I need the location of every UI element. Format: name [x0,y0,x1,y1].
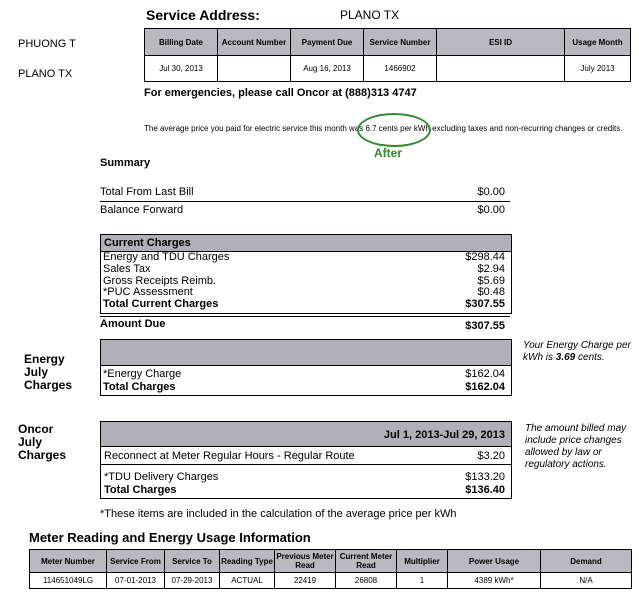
meter-number-value: 114651049LG [30,573,107,589]
service-from-value: 07-01-2013 [107,573,165,589]
energy-charge-value: $162.04 [465,368,505,380]
charge-label-energy-tdu: Energy and TDU Charges [103,251,230,263]
demand-header: Demand [541,550,632,573]
oncor-charges-header [101,422,511,447]
reconnect-value: $3.20 [477,450,505,462]
tdu-delivery-label: *TDU Delivery Charges [104,471,219,483]
customer-name: PHUONG T [18,38,76,50]
service-number-header: Service Number [364,29,437,56]
previous-meter-read-value: 22419 [275,573,336,589]
previous-meter-read-header: Previous Meter Read [275,550,336,573]
charge-label-puc: *PUC Assessment [103,286,193,298]
average-price-highlight: 6.7 cents per kWh [365,124,430,133]
current-meter-read-header: Current Meter Read [336,550,397,573]
total-from-last-bill-label: Total From Last Bill [100,186,194,198]
oncor-total-value: $136.40 [465,484,505,496]
oncor-divider [100,464,511,465]
energy-note-rate: 3.69 [555,352,576,363]
payment-due-value: Aug 16, 2013 [291,56,364,82]
reading-type-value: ACTUAL [220,573,275,589]
energy-charge-note [523,340,633,364]
energy-note-before: Your Energy Charge per kWh is [523,340,631,363]
after-annotation: After [374,146,403,160]
usage-month-header: Usage Month [565,29,631,56]
reconnect-label: Reconnect at Meter Regular Hours - Regular Route [104,450,355,462]
highlight-circle [357,113,431,147]
energy-charges-header [101,340,511,366]
demand-value: N/A [541,573,632,589]
current-charges-header [101,235,511,252]
total-current-charges-value: $307.55 [465,298,505,310]
balance-forward-value: $0.00 [477,204,505,216]
payment-due-header: Payment Due [291,29,364,56]
power-usage-header: Power Usage [448,550,541,573]
emergency-notice: For emergencies, please call Oncor at (888)313 4747 [144,87,417,99]
multiplier-value: 1 [397,573,448,589]
service-to-value: 07-29-2013 [165,573,220,589]
amount-due-value: $307.55 [465,320,505,332]
footnote: *These items are included in the calculation of the average price per kWh [100,508,457,520]
meter-table [29,549,632,589]
oncor-section-title: Oncor July Charges [18,422,67,462]
meter-number-header: Meter Number [30,550,107,573]
summary-title: Summary [100,157,151,169]
energy-total-label: Total Charges [103,381,176,393]
amount-due-divider [100,316,510,317]
power-usage-value: 4389 kWh* [448,573,541,589]
usage-month-value: July 2013 [565,56,631,82]
esi-id-value [437,56,565,82]
service-address-label: Service Address: [146,7,260,23]
energy-charge-label: *Energy Charge [103,368,182,380]
oncor-total-label: Total Charges [104,484,177,496]
total-current-charges-label: Total Current Charges [103,298,219,310]
service-address-city: PLANO TX [340,8,400,22]
amount-due-label: Amount Due [100,318,166,330]
account-number-header: Account Number [218,29,291,56]
billing-date-header: Billing Date [145,29,218,56]
charge-value-energy-tdu: $298.44 [465,251,505,263]
charge-value-gross-receipts: $5.69 [477,275,505,287]
energy-section-title: Energy July Charges [24,352,73,392]
average-price-before: The average price you paid for electric service this month was [144,124,366,133]
balance-forward-label: Balance Forward [100,204,184,216]
energy-note-after: cents. [575,352,605,363]
oncor-note: The amount billed may include price changes allowed by law or regulatory actions. [525,423,627,470]
current-charges-title: Current Charges [104,237,191,249]
billing-table [144,28,631,82]
oncor-period: Jul 1, 2013-Jul 29, 2013 [383,429,505,441]
esi-id-header: ESI ID [437,29,565,56]
tdu-delivery-value: $133.20 [465,471,505,483]
meter-section-title: Meter Reading and Energy Usage Information [29,530,311,545]
charge-value-sales-tax: $2.94 [477,263,505,275]
summary-divider [100,201,510,202]
charge-label-sales-tax: Sales Tax [103,263,151,275]
service-number-value: 1466902 [364,56,437,82]
charge-label-gross-receipts: Gross Receipts Reimb. [103,275,217,287]
current-meter-read-value: 26808 [336,573,397,589]
energy-total-value: $162.04 [465,381,505,393]
reading-type-header: Reading Type [220,550,275,573]
average-price-after: excluding taxes and non-recurring changes or credits. [429,124,623,133]
multiplier-header: Multiplier [397,550,448,573]
service-from-header: Service From [107,550,165,573]
total-from-last-bill-value: $0.00 [477,186,505,198]
customer-city: PLANO TX [18,68,73,80]
account-number-value [218,56,291,82]
charge-value-puc: $0.48 [477,286,505,298]
billing-date-value: Jul 30, 2013 [145,56,218,82]
service-to-header: Service To [165,550,220,573]
